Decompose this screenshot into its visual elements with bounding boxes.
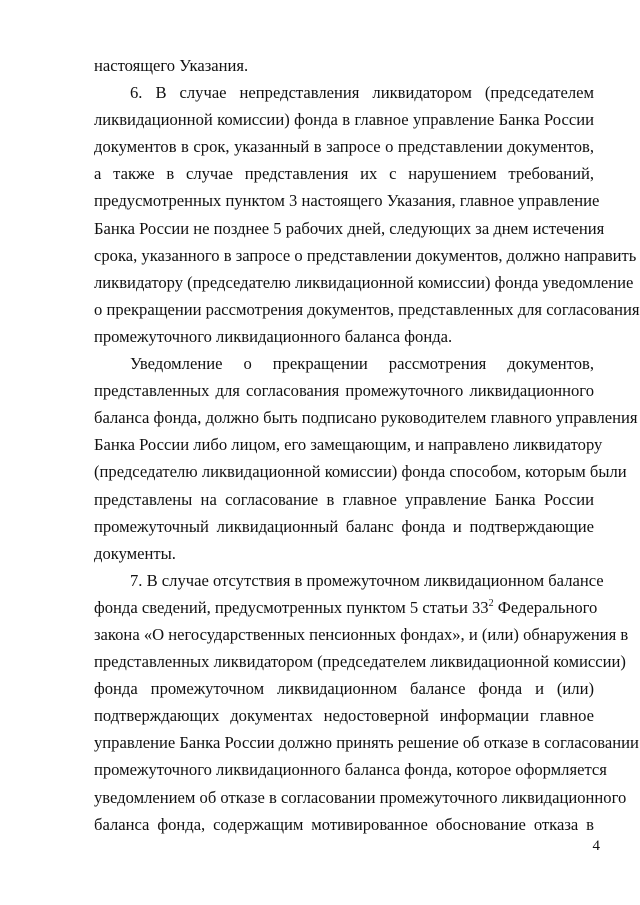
- text-line-with-superscript: [94, 594, 598, 621]
- text-line: Банка России не позднее 5 рабочих дней, следующих за днем истечения: [94, 218, 605, 238]
- paragraph-6-start: 6. В случае непредставления ликвидатором (председателем: [130, 83, 594, 103]
- text-line: промежуточного ликвидационного баланса фонда, которое оформляется: [94, 760, 607, 780]
- text-line: закона «О негосударственных пенсионных фондах», и (или) обнаружения в: [94, 624, 629, 644]
- text-line: фонда промежуточном ликвидационном балансе фонда и (или): [94, 679, 594, 699]
- text-line: представленных для согласования промежуточного ликвидационного: [94, 381, 594, 401]
- text-line: представлены на согласование в главное управление Банка России: [94, 489, 594, 509]
- text-line: промежуточный ликвидационный баланс фонда и подтверждающие: [94, 516, 594, 536]
- text-line: представленных ликвидатором (председателем ликвидационной комиссии): [94, 652, 626, 672]
- text-line: ликвидационной комиссии) фонда в главное управление Банка России: [94, 110, 594, 130]
- text-line: а также в случае представления их с нарушением требований,: [94, 164, 594, 184]
- text-line: баланса фонда, должно быть подписано руководителем главного управления: [94, 408, 638, 428]
- text-line: баланса фонда, содержащим мотивированное обоснование отказа в: [94, 814, 594, 834]
- text-line: настоящего Указания.: [94, 56, 249, 75]
- page-number: 4: [592, 838, 600, 854]
- paragraph-7-start: 7. В случае отсутствия в промежуточном ликвидационном балансе: [130, 570, 604, 590]
- text-fragment: фонда сведений, предусмотренных пунктом 5 статьи 33: [94, 597, 489, 617]
- document-body: [94, 52, 640, 838]
- text-line: предусмотренных пунктом 3 настоящего Указания, главное управление: [94, 191, 600, 211]
- text-line: документов в срок, указанный в запросе о представлении документов,: [94, 137, 594, 157]
- text-line: подтверждающих документах недостоверной информации главное: [94, 706, 594, 726]
- superscript: 2: [488, 597, 494, 609]
- text-line: документы.: [94, 543, 176, 563]
- text-line: Банка России либо лицом, его замещающим, и направлено ликвидатору: [94, 435, 603, 455]
- text-line: (председателю ликвидационной комиссии) фонда способом, которым были: [94, 462, 627, 482]
- text-line: уведомлением об отказе в согласовании промежуточного ликвидационного: [94, 787, 627, 807]
- paragraph-notice-start: Уведомление о прекращении рассмотрения документов,: [130, 354, 594, 374]
- text-fragment: Федерального: [493, 597, 598, 617]
- text-line: промежуточного ликвидационного баланса фонда.: [94, 326, 453, 346]
- text-line: управление Банка России должно принять решение об отказе в согласовании: [94, 733, 639, 753]
- text-line: срока, указанного в запросе о представлении документов, должно направить: [94, 245, 637, 265]
- text-line: ликвидатору (председателю ликвидационной комиссии) фонда уведомление: [94, 272, 634, 292]
- text-line: о прекращении рассмотрения документов, представленных для согласования: [94, 299, 640, 319]
